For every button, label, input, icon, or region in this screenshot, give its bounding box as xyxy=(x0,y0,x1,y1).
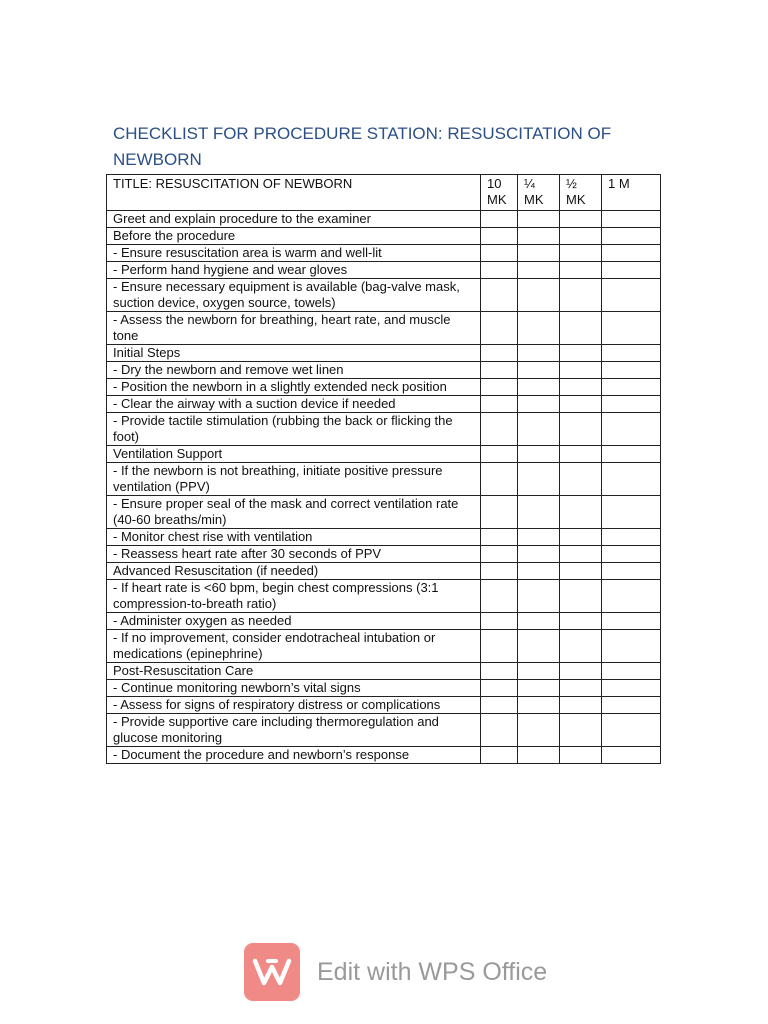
checklist-item-text: - Dry the newborn and remove wet linen xyxy=(107,362,481,379)
checklist-item-text: - If the newborn is not breathing, initiate positive pressure ventilation (PPV) xyxy=(107,463,481,496)
score-half-mk-cell[interactable] xyxy=(560,396,602,413)
score-1-m-cell[interactable] xyxy=(602,396,661,413)
score-quarter-mk-cell[interactable] xyxy=(518,396,560,413)
score-1-m-cell[interactable] xyxy=(602,563,661,580)
score-10-mk-cell[interactable] xyxy=(481,396,518,413)
checklist-item-text: - Assess for signs of respiratory distress or complications xyxy=(107,697,481,714)
table-row xyxy=(107,379,661,396)
score-half-mk-cell[interactable] xyxy=(560,747,602,764)
score-quarter-mk-cell[interactable] xyxy=(518,529,560,546)
score-quarter-mk-cell[interactable] xyxy=(518,379,560,396)
score-quarter-mk-cell[interactable] xyxy=(518,279,560,312)
score-quarter-mk-cell[interactable] xyxy=(518,245,560,262)
score-half-mk-cell[interactable] xyxy=(560,413,602,446)
score-1-m-cell[interactable] xyxy=(602,228,661,245)
score-1-m-cell[interactable] xyxy=(602,680,661,697)
score-1-m-cell[interactable] xyxy=(602,345,661,362)
table-row xyxy=(107,613,661,630)
score-1-m-cell[interactable] xyxy=(602,463,661,496)
score-half-mk-cell[interactable] xyxy=(560,211,602,228)
score-1-m-cell[interactable] xyxy=(602,362,661,379)
checklist-item-text: Initial Steps xyxy=(107,345,481,362)
score-10-mk-cell[interactable] xyxy=(481,262,518,279)
score-half-mk-cell[interactable] xyxy=(560,463,602,496)
table-row xyxy=(107,630,661,663)
score-1-m-cell[interactable] xyxy=(602,211,661,228)
score-half-mk-cell[interactable] xyxy=(560,580,602,613)
checklist-item-text: - Clear the airway with a suction device if needed xyxy=(107,396,481,413)
score-quarter-mk-cell[interactable] xyxy=(518,413,560,446)
score-10-mk-cell[interactable] xyxy=(481,446,518,463)
score-quarter-mk-cell[interactable] xyxy=(518,496,560,529)
table-row xyxy=(107,747,661,764)
table-row xyxy=(107,580,661,613)
score-10-mk-cell[interactable] xyxy=(481,680,518,697)
score-half-mk-cell[interactable] xyxy=(560,697,602,714)
score-10-mk-cell[interactable] xyxy=(481,312,518,345)
score-1-m-cell[interactable] xyxy=(602,697,661,714)
score-half-mk-cell[interactable] xyxy=(560,529,602,546)
checklist-item-text: - If heart rate is <60 bpm, begin chest compressions (3:1 compression-to-breath ratio) xyxy=(107,580,481,613)
checklist-table xyxy=(106,174,661,764)
wps-logo-icon xyxy=(244,943,300,1001)
score-10-mk-cell[interactable] xyxy=(481,697,518,714)
score-10-mk-cell[interactable] xyxy=(481,463,518,496)
table-row xyxy=(107,697,661,714)
score-10-mk-cell[interactable] xyxy=(481,563,518,580)
score-1-m-cell[interactable] xyxy=(602,413,661,446)
score-10-mk-cell[interactable] xyxy=(481,362,518,379)
wps-edit-banner[interactable] xyxy=(244,942,547,1002)
score-1-m-cell[interactable] xyxy=(602,714,661,747)
score-half-mk-cell[interactable] xyxy=(560,546,602,563)
document-title: CHECKLIST FOR PROCEDURE STATION: RESUSCITATION OF NEWBORN xyxy=(113,124,612,169)
score-1-m-cell[interactable] xyxy=(602,379,661,396)
score-half-mk-cell[interactable] xyxy=(560,228,602,245)
checklist-item-text: - Provide tactile stimulation (rubbing the back or flicking the foot) xyxy=(107,413,481,446)
score-half-mk-cell[interactable] xyxy=(560,613,602,630)
score-10-mk-cell[interactable] xyxy=(481,529,518,546)
table-row xyxy=(107,663,661,680)
score-1-m-cell[interactable] xyxy=(602,580,661,613)
score-quarter-mk-cell[interactable] xyxy=(518,630,560,663)
score-1-m-cell[interactable] xyxy=(602,312,661,345)
score-quarter-mk-cell[interactable] xyxy=(518,563,560,580)
score-half-mk-cell[interactable] xyxy=(560,496,602,529)
checklist-item-text: - If no improvement, consider endotracheal intubation or medications (epinephrine) xyxy=(107,630,481,663)
header-10-mk: 10 MK xyxy=(481,175,518,211)
score-10-mk-cell[interactable] xyxy=(481,714,518,747)
checklist-item-text: Ventilation Support xyxy=(107,446,481,463)
score-quarter-mk-cell[interactable] xyxy=(518,714,560,747)
score-half-mk-cell[interactable] xyxy=(560,630,602,663)
score-quarter-mk-cell[interactable] xyxy=(518,228,560,245)
table-row xyxy=(107,546,661,563)
score-half-mk-cell[interactable] xyxy=(560,345,602,362)
table-row xyxy=(107,211,661,228)
score-quarter-mk-cell[interactable] xyxy=(518,362,560,379)
table-row xyxy=(107,312,661,345)
checklist-item-text: - Ensure proper seal of the mask and correct ventilation rate (40-60 breaths/min) xyxy=(107,496,481,529)
table-row xyxy=(107,446,661,463)
checklist-item-text: - Ensure necessary equipment is available (bag-valve mask, suction device, oxygen source, towels) xyxy=(107,279,481,312)
score-10-mk-cell[interactable] xyxy=(481,546,518,563)
score-quarter-mk-cell[interactable] xyxy=(518,211,560,228)
header-1-m: 1 M xyxy=(602,175,661,211)
table-row xyxy=(107,362,661,379)
score-1-m-cell[interactable] xyxy=(602,529,661,546)
table-row xyxy=(107,396,661,413)
score-10-mk-cell[interactable] xyxy=(481,663,518,680)
table-row xyxy=(107,279,661,312)
checklist-item-text: Greet and explain procedure to the examiner xyxy=(107,211,481,228)
score-10-mk-cell[interactable] xyxy=(481,413,518,446)
checklist-item-text: - Provide supportive care including thermoregulation and glucose monitoring xyxy=(107,714,481,747)
score-quarter-mk-cell[interactable] xyxy=(518,446,560,463)
score-half-mk-cell[interactable] xyxy=(560,680,602,697)
score-quarter-mk-cell[interactable] xyxy=(518,663,560,680)
checklist-item-text: - Perform hand hygiene and wear gloves xyxy=(107,262,481,279)
header-half-mk: ½ MK xyxy=(560,175,602,211)
score-quarter-mk-cell[interactable] xyxy=(518,747,560,764)
score-quarter-mk-cell[interactable] xyxy=(518,312,560,345)
table-row xyxy=(107,345,661,362)
checklist-item-text: - Ensure resuscitation area is warm and well-lit xyxy=(107,245,481,262)
score-quarter-mk-cell[interactable] xyxy=(518,463,560,496)
score-half-mk-cell[interactable] xyxy=(560,279,602,312)
score-1-m-cell[interactable] xyxy=(602,496,661,529)
score-10-mk-cell[interactable] xyxy=(481,379,518,396)
score-half-mk-cell[interactable] xyxy=(560,714,602,747)
table-row xyxy=(107,262,661,279)
score-1-m-cell[interactable] xyxy=(602,613,661,630)
score-10-mk-cell[interactable] xyxy=(481,228,518,245)
score-1-m-cell[interactable] xyxy=(602,262,661,279)
score-1-m-cell[interactable] xyxy=(602,245,661,262)
table-header-row xyxy=(107,175,661,211)
checklist-item-text: - Continue monitoring newborn’s vital signs xyxy=(107,680,481,697)
score-10-mk-cell[interactable] xyxy=(481,496,518,529)
wps-edit-text: Edit with WPS Office xyxy=(317,957,548,986)
checklist-item-text: Before the procedure xyxy=(107,228,481,245)
checklist-item-text: - Reassess heart rate after 30 seconds of PPV xyxy=(107,546,481,563)
score-1-m-cell[interactable] xyxy=(602,546,661,563)
table-row xyxy=(107,680,661,697)
table-row xyxy=(107,228,661,245)
table-row xyxy=(107,714,661,747)
score-1-m-cell[interactable] xyxy=(602,747,661,764)
score-half-mk-cell[interactable] xyxy=(560,563,602,580)
header-item-title: TITLE: RESUSCITATION OF NEWBORN xyxy=(107,175,481,211)
wps-logo-glyph xyxy=(252,957,292,987)
table-row xyxy=(107,496,661,529)
score-10-mk-cell[interactable] xyxy=(481,279,518,312)
score-half-mk-cell[interactable] xyxy=(560,262,602,279)
score-half-mk-cell[interactable] xyxy=(560,663,602,680)
score-quarter-mk-cell[interactable] xyxy=(518,345,560,362)
score-half-mk-cell[interactable] xyxy=(560,379,602,396)
score-quarter-mk-cell[interactable] xyxy=(518,680,560,697)
score-10-mk-cell[interactable] xyxy=(481,613,518,630)
score-quarter-mk-cell[interactable] xyxy=(518,580,560,613)
score-1-m-cell[interactable] xyxy=(602,630,661,663)
checklist-item-text: - Position the newborn in a slightly extended neck position xyxy=(107,379,481,396)
score-half-mk-cell[interactable] xyxy=(560,362,602,379)
checklist-item-text: - Monitor chest rise with ventilation xyxy=(107,529,481,546)
score-1-m-cell[interactable] xyxy=(602,663,661,680)
table-row xyxy=(107,245,661,262)
checklist-item-text: Advanced Resuscitation (if needed) xyxy=(107,563,481,580)
score-half-mk-cell[interactable] xyxy=(560,312,602,345)
table-row xyxy=(107,563,661,580)
score-10-mk-cell[interactable] xyxy=(481,630,518,663)
score-10-mk-cell[interactable] xyxy=(481,747,518,764)
checklist-item-text: Post-Resuscitation Care xyxy=(107,663,481,680)
score-10-mk-cell[interactable] xyxy=(481,345,518,362)
score-half-mk-cell[interactable] xyxy=(560,245,602,262)
score-10-mk-cell[interactable] xyxy=(481,580,518,613)
header-quarter-mk: ¼ MK xyxy=(518,175,560,211)
score-1-m-cell[interactable] xyxy=(602,279,661,312)
table-row xyxy=(107,463,661,496)
score-quarter-mk-cell[interactable] xyxy=(518,697,560,714)
checklist-item-text: - Assess the newborn for breathing, heart rate, and muscle tone xyxy=(107,312,481,345)
score-quarter-mk-cell[interactable] xyxy=(518,546,560,563)
score-10-mk-cell[interactable] xyxy=(481,211,518,228)
score-quarter-mk-cell[interactable] xyxy=(518,613,560,630)
checklist-item-text: - Administer oxygen as needed xyxy=(107,613,481,630)
score-10-mk-cell[interactable] xyxy=(481,245,518,262)
checklist-item-text: - Document the procedure and newborn’s response xyxy=(107,747,481,764)
score-half-mk-cell[interactable] xyxy=(560,446,602,463)
table-row xyxy=(107,413,661,446)
table-row xyxy=(107,529,661,546)
score-1-m-cell[interactable] xyxy=(602,446,661,463)
score-quarter-mk-cell[interactable] xyxy=(518,262,560,279)
